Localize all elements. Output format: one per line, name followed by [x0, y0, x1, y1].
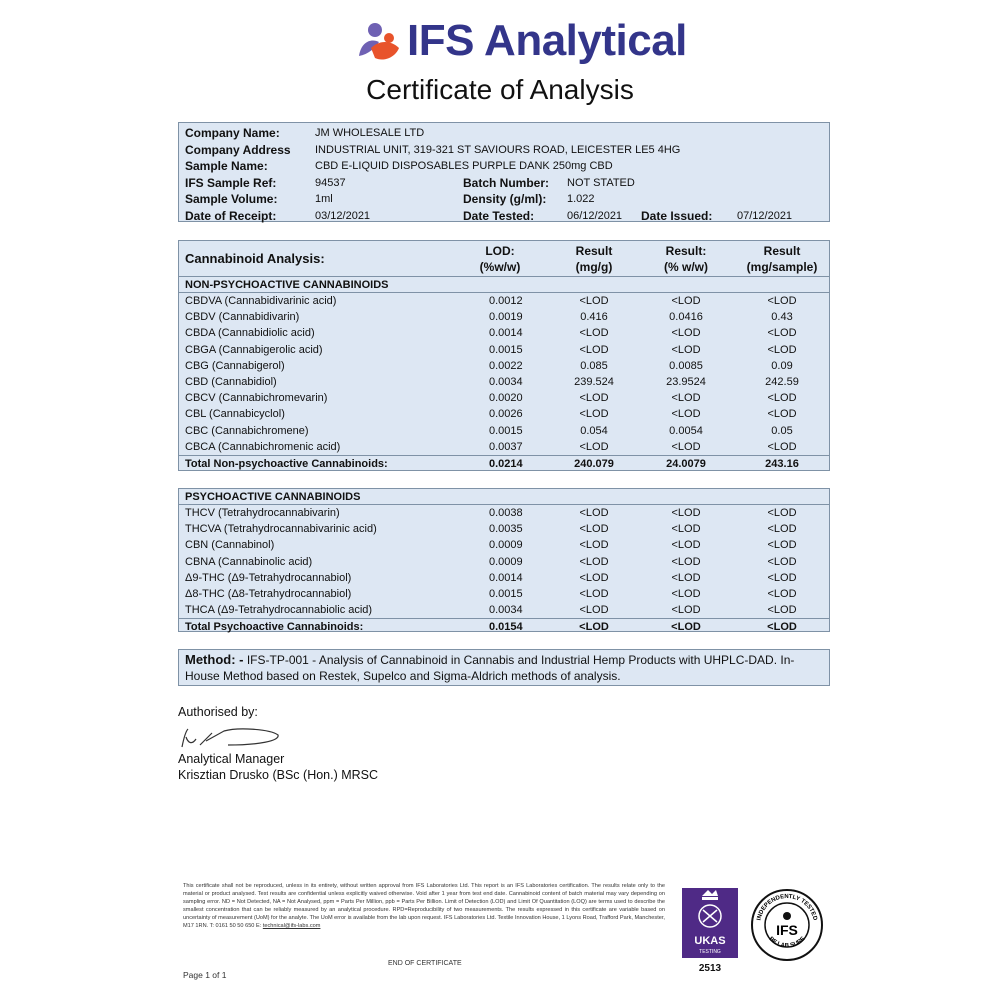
total-cell: <LOD [767, 621, 797, 634]
result-cell: 0.43 [771, 311, 793, 324]
table-header [179, 241, 829, 277]
table-row [179, 293, 829, 309]
sample-volume-value: 1ml [315, 193, 333, 205]
result-cell: 0.05 [771, 424, 793, 437]
result-cell: <LOD [671, 523, 701, 536]
total-cell: <LOD [671, 621, 701, 634]
col-sample-header: Result (mg/sample) [746, 244, 818, 274]
end-of-certificate: END OF CERTIFICATE [388, 960, 462, 967]
non-psychoactive-table [178, 240, 830, 471]
analyte-name: CBN (Cannabinol) [185, 539, 275, 552]
ukas-number: 2513 [698, 963, 722, 974]
section-heading: PSYCHOACTIVE CANNABINOIDS [179, 489, 829, 505]
result-cell: <LOD [671, 343, 701, 356]
result-cell: <LOD [671, 587, 701, 600]
result-cell: <LOD [579, 327, 609, 340]
density-value: 1.022 [567, 193, 595, 205]
email-link[interactable]: technical@ifs-labs.com [262, 923, 321, 929]
total-cell: 0.0214 [489, 457, 523, 470]
table-row [179, 358, 829, 374]
result-cell: <LOD [767, 507, 797, 519]
result-cell: <LOD [767, 392, 797, 405]
manager-block [178, 751, 378, 783]
result-cell: <LOD [767, 587, 797, 600]
result-cell: 0.0022 [489, 359, 523, 372]
svg-text:INDEPENDENTLY TESTED: INDEPENDENTLY TESTED [756, 893, 818, 922]
batch-number-label: Batch Number: [463, 175, 550, 190]
analyte-name: THCV (Tetrahydrocannabivarin) [185, 507, 340, 519]
issued-date-value: 07/12/2021 [737, 209, 793, 222]
analyte-name: THCA (Δ9-Tetrahydrocannabiolic acid) [185, 604, 373, 617]
result-cell: <LOD [767, 408, 797, 421]
result-cell: <LOD [671, 507, 701, 519]
sample-name-label: Sample Name: [185, 159, 268, 173]
result-cell: 0.0014 [489, 327, 523, 340]
tested-date-value: 06/12/2021 [567, 209, 623, 222]
tested-date-label: Date Tested: [463, 208, 535, 223]
result-cell: <LOD [671, 408, 701, 421]
svg-text:TESTING: TESTING [699, 949, 721, 955]
total-cell: 240.079 [574, 457, 614, 470]
method-box [178, 649, 830, 686]
result-cell: <LOD [671, 327, 701, 340]
result-cell: 0.0034 [489, 375, 523, 388]
result-cell: 0.0009 [489, 539, 523, 552]
result-cell: <LOD [767, 555, 797, 568]
total-label: Total Non-psychoactive Cannabinoids: [185, 457, 388, 470]
analyte-name: CBC (Cannabichromene) [185, 424, 309, 437]
result-cell: 0.0015 [489, 343, 523, 356]
company-name-label: Company Name: [185, 126, 280, 140]
table-row [179, 570, 829, 586]
result-cell: 0.0014 [489, 571, 523, 584]
result-cell: 0.0037 [489, 440, 523, 453]
result-cell: <LOD [579, 295, 609, 307]
manager-role: Analytical Manager [178, 752, 285, 766]
ukas-logo [682, 888, 738, 958]
result-cell: <LOD [579, 392, 609, 405]
svg-text:UKAS: UKAS [694, 935, 726, 947]
result-cell: <LOD [671, 440, 701, 453]
total-row [179, 455, 829, 471]
result-cell: <LOD [767, 295, 797, 307]
result-cell: <LOD [671, 555, 701, 568]
result-cell: <LOD [579, 507, 609, 519]
svg-text:BE LAB SURE: BE LAB SURE [767, 936, 807, 950]
result-cell: 0.0020 [489, 392, 523, 405]
analyte-name: CBG (Cannabigerol) [185, 359, 285, 372]
total-cell: <LOD [579, 621, 609, 634]
total-cell: 0.0154 [489, 621, 523, 634]
sample-ref-label: IFS Sample Ref: [185, 175, 277, 190]
result-cell: <LOD [767, 440, 797, 453]
table-row [179, 390, 829, 406]
table-row [179, 325, 829, 341]
result-cell: 0.0035 [489, 523, 523, 536]
table-row [179, 423, 829, 439]
table-row [179, 602, 829, 618]
company-address-label: Company Address [185, 142, 291, 157]
table-row [179, 554, 829, 570]
total-label: Total Psychoactive Cannabinoids: [185, 621, 364, 634]
table-row [179, 309, 829, 325]
table-row [179, 505, 829, 521]
method-text: IFS-TP-001 - Analysis of Cannabinoid in Cannabis and Industrial Hemp Products with UHPLC-DAD. In-House Method based on Restek, Supelco and Sigma-Aldrich methods of analysis. [185, 653, 795, 683]
sample-info-box [178, 122, 830, 222]
result-cell: <LOD [767, 523, 797, 536]
result-cell: 23.9524 [666, 375, 706, 388]
analyte-name: CBDV (Cannabidivarin) [185, 311, 300, 324]
result-cell: 0.0026 [489, 408, 523, 421]
col-mgg-header: Result (mg/g) [575, 244, 613, 274]
analyte-name: CBCV (Cannabichromevarin) [185, 392, 328, 405]
table-title: Cannabinoid Analysis: [185, 251, 325, 266]
ifs-logo-icon [355, 18, 403, 66]
manager-name: Krisztian Drusko (BSc (Hon.) MRSC [178, 768, 379, 782]
analyte-name: THCVA (Tetrahydrocannabivarinic acid) [185, 523, 377, 536]
result-cell: <LOD [579, 555, 609, 568]
sample-ref-value: 94537 [315, 176, 346, 189]
result-cell: <LOD [671, 295, 701, 307]
result-cell: 0.0038 [489, 507, 523, 519]
result-cell: <LOD [671, 604, 701, 617]
method-label: Method: - [185, 652, 244, 667]
table-row [179, 537, 829, 553]
col-pct-header: Result: (% w/w) [664, 244, 708, 274]
result-cell: <LOD [767, 327, 797, 340]
analyte-name: CBDA (Cannabidiolic acid) [185, 327, 315, 340]
result-cell: <LOD [579, 604, 609, 617]
total-cell: 243.16 [765, 457, 799, 470]
result-cell: 0.09 [771, 359, 793, 372]
result-cell: <LOD [767, 539, 797, 552]
analyte-name: CBD (Cannabidiol) [185, 375, 277, 388]
batch-number-value: NOT STATED [567, 176, 635, 189]
result-cell: 0.0085 [669, 359, 703, 372]
result-cell: <LOD [767, 343, 797, 356]
result-cell: 0.0019 [489, 311, 523, 324]
table-row [179, 439, 829, 455]
receipt-date-label: Date of Receipt: [185, 208, 277, 223]
analyte-name: CBNA (Cannabinolic acid) [185, 555, 313, 568]
result-cell: <LOD [579, 587, 609, 600]
analyte-name: CBGA (Cannabigerolic acid) [185, 343, 323, 356]
section-heading: NON-PSYCHOACTIVE CANNABINOIDS [179, 277, 829, 293]
result-cell: <LOD [671, 571, 701, 584]
company-address-value: INDUSTRIAL UNIT, 319-321 ST SAVIOURS ROAD, LEICESTER LE5 4HG [315, 143, 681, 156]
receipt-date-value: 03/12/2021 [315, 209, 371, 222]
col-lod-header: LOD: (%w/w) [479, 244, 521, 274]
signature-icon [178, 723, 283, 753]
result-cell: 0.054 [580, 424, 608, 437]
density-label: Density (g/ml): [463, 192, 547, 206]
result-cell: 0.0015 [489, 424, 523, 437]
result-cell: <LOD [671, 392, 701, 405]
result-cell: 239.524 [574, 375, 614, 388]
analyte-name: CBDVA (Cannabidivarinic acid) [185, 295, 337, 307]
total-cell: 24.0079 [666, 457, 706, 470]
result-cell: <LOD [579, 440, 609, 453]
table-row [179, 521, 829, 537]
result-cell: <LOD [579, 571, 609, 584]
table-row [179, 406, 829, 422]
authorised-by-label: Authorised by: [178, 705, 258, 719]
psychoactive-table [178, 488, 830, 632]
result-cell: <LOD [579, 539, 609, 552]
result-cell: 0.0012 [489, 295, 523, 307]
independently-tested-seal-icon [750, 888, 824, 962]
sample-volume-label: Sample Volume: [185, 192, 278, 206]
table-row [179, 342, 829, 358]
result-cell: 242.59 [765, 375, 799, 388]
header [0, 12, 1000, 72]
table-row [179, 586, 829, 602]
result-cell: 0.0015 [489, 587, 523, 600]
disclaimer-text: This certificate shall not be reproduced, unless in its entirety, without written approval from IFS Laboratories Ltd. This report is an IFS Laboratories certification. The results relate only to the material or product analysed. Test results are confidential unless explicitly waived otherwise. Void after 1 year from test end date. Cannabinoid content of batch material may vary depending on sampling error. ND = Not Detected, NA = Not Analysed, ppm = Parts Per Million, ppb = Parts Per Billion. Limit of Detection (LOD) and Limit Of Quantitation (LOQ) are terms used to describe the smallest concentration that can be reliably measured by an analytical procedure. RPD=Reproducibility of two measurements. The results expressed in this certificate are variable based on uncertainty of measurement (UoM) for the analyte. The UoM error is available from the lab upon request. IFS Laboratories Ltd. Textile Innovation House, 1 Lyons Road, Trafford Park, Manchester, M17 1RN. T: 0161 50 50 650 E: technical@ifs-labs.com [183, 883, 665, 929]
ukas-crown-icon [682, 888, 738, 958]
sample-name-value: CBD E-LIQUID DISPOSABLES PURPLE DANK 250mg CBD [315, 160, 613, 172]
result-cell: 0.0034 [489, 604, 523, 617]
brand-name: IFS Analytical [407, 16, 687, 65]
table-row [179, 374, 829, 390]
issued-date-label: Date Issued: [641, 208, 713, 223]
result-cell: 0.0416 [669, 311, 703, 324]
analyte-name: Δ8-THC (Δ8-Tetrahydrocannabiol) [185, 587, 352, 600]
company-name-value: JM WHOLESALE LTD [315, 127, 425, 139]
result-cell: <LOD [579, 408, 609, 421]
result-cell: <LOD [579, 523, 609, 536]
page-title: Certificate of Analysis [366, 74, 634, 105]
analyte-name: Δ9-THC (Δ9-Tetrahydrocannabiol) [185, 571, 352, 584]
result-cell: <LOD [671, 539, 701, 552]
result-cell: 0.085 [580, 359, 608, 372]
result-cell: <LOD [767, 604, 797, 617]
result-cell: <LOD [767, 571, 797, 584]
analyte-name: CBCA (Cannabichromenic acid) [185, 440, 341, 453]
total-row [179, 618, 829, 634]
result-cell: 0.416 [580, 311, 608, 324]
svg-text:IFS: IFS [776, 922, 798, 938]
result-cell: <LOD [579, 343, 609, 356]
analyte-name: CBL (Cannabicyclol) [185, 408, 285, 421]
page-number: Page 1 of 1 [183, 970, 227, 980]
result-cell: 0.0009 [489, 555, 523, 568]
result-cell: 0.0054 [669, 424, 703, 437]
